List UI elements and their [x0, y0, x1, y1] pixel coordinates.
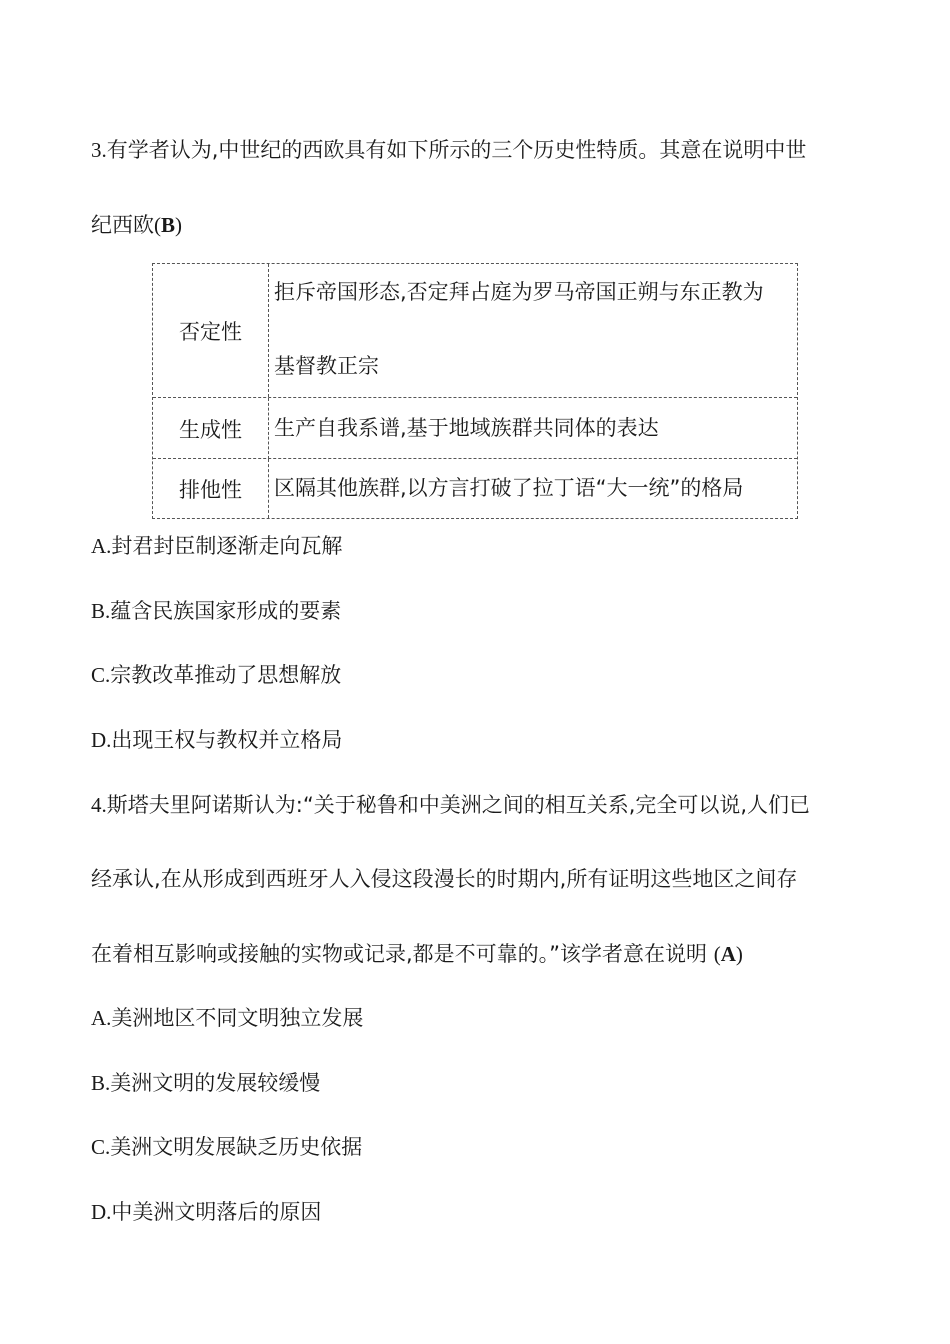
q3-number: 3. [91, 138, 107, 162]
row-header: 否定性 [179, 319, 242, 344]
option-letter: C. [91, 1135, 111, 1159]
row-text-line: 区隔其他族群,以方言打破了拉丁语“大一统”的格局 [274, 476, 744, 500]
option-letter: C. [91, 663, 111, 687]
q3-option-a [91, 531, 342, 561]
column-divider [268, 264, 269, 397]
option-letter: A. [91, 1006, 112, 1030]
q4-option-c [91, 1132, 362, 1162]
table-row [153, 264, 797, 397]
q4-option-b [91, 1068, 320, 1098]
option-text: 美洲地区不同文明独立发展 [111, 1006, 364, 1030]
option-letter: D. [91, 1200, 112, 1224]
option-text: 宗教改革推动了思想解放 [110, 663, 342, 687]
option-text: 美洲文明的发展较缓慢 [110, 1071, 321, 1095]
q3-stem-text-1: 有学者认为,中世纪的西欧具有如下所示的三个历史性特质。其意在说明中世 [106, 138, 807, 162]
q3-option-d [91, 725, 342, 755]
q4-answer: A [720, 942, 736, 966]
q4-number: 4. [91, 793, 107, 817]
table-row [153, 458, 797, 518]
q3-close-paren: ) [175, 213, 183, 237]
q3-option-c [91, 660, 341, 690]
option-text: 出现王权与教权并立格局 [111, 728, 343, 752]
table-row [153, 397, 797, 459]
q4-open-paren: ( [713, 942, 721, 966]
row-header: 生成性 [179, 417, 242, 442]
q3-characteristics-table [152, 263, 798, 519]
q3-stem-line-1 [91, 135, 806, 165]
row-text-line: 基督教正宗 [274, 354, 379, 378]
q3-open-paren: ( [154, 213, 161, 237]
option-text: 蕴含民族国家形成的要素 [110, 599, 342, 623]
option-text: 美洲文明发展缺乏历史依据 [110, 1135, 363, 1159]
row-header: 排他性 [179, 477, 242, 502]
q4-stem-line-2 [91, 864, 797, 894]
q4-close-paren: ) [735, 942, 743, 966]
q4-stem-text-2: 经承认,在从形成到西班牙人入侵这段漫长的时期内,所有证明这些地区之间存 [91, 867, 798, 891]
row-text-line: 拒斥帝国形态,否定拜占庭为罗马帝国正朔与东正教为 [274, 280, 764, 304]
q4-option-d [91, 1197, 321, 1227]
option-text: 封君封臣制逐渐走向瓦解 [111, 534, 343, 558]
option-letter: D. [91, 728, 112, 752]
q4-stem-line-1 [91, 790, 810, 820]
q3-stem-line-2 [91, 210, 182, 240]
option-letter: B. [91, 599, 111, 623]
option-letter: A. [91, 534, 112, 558]
option-letter: B. [91, 1071, 111, 1095]
q3-stem-text-2: 纪西欧 [91, 213, 154, 237]
q3-option-b [91, 596, 341, 626]
column-divider [268, 398, 269, 459]
option-text: 中美洲文明落后的原因 [111, 1200, 322, 1224]
q4-stem-line-3 [91, 939, 743, 969]
q4-option-a [91, 1003, 363, 1033]
q3-answer: B [161, 213, 176, 237]
q4-stem-text-3: 在着相互影响或接触的实物或记录,都是不可靠的。”该学者意在说明 [91, 942, 708, 966]
row-text-line: 生产自我系谱,基于地域族群共同体的表达 [274, 416, 659, 440]
column-divider [268, 459, 269, 518]
q4-stem-text-1: 斯塔夫里阿诺斯认为:“关于秘鲁和中美洲之间的相互关系,完全可以说,人们已 [106, 793, 811, 817]
